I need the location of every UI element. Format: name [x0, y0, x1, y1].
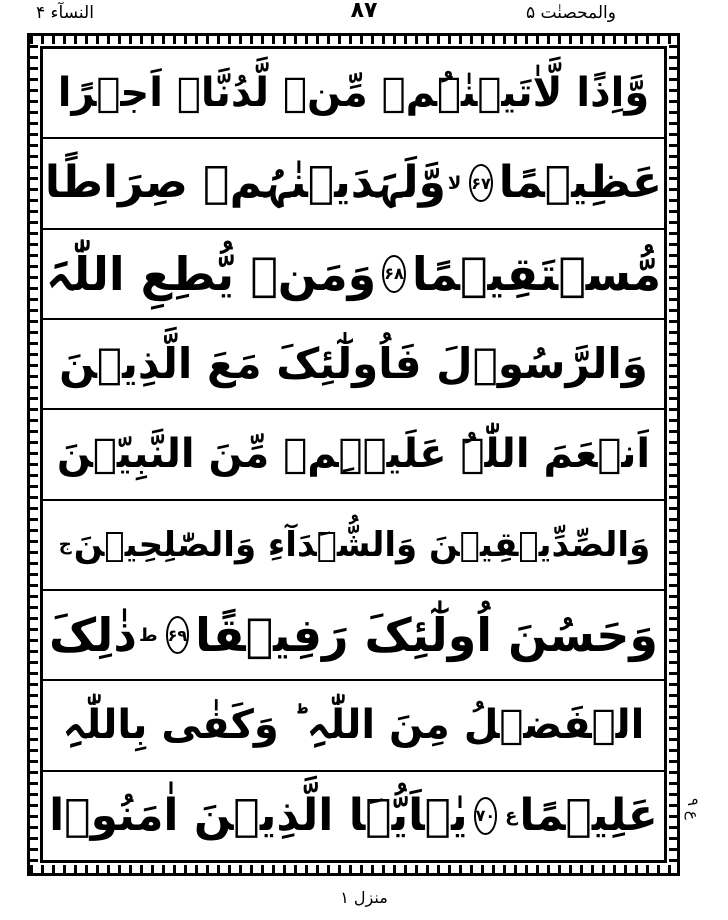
ayah-marker-68: ۶۸ [382, 255, 406, 293]
line-text-end: ذٰلِکَ [48, 608, 137, 663]
line-text-end: وَمَنۡ یُّطِعِ اللّٰہَ [45, 246, 377, 301]
quran-line-1 [43, 49, 664, 139]
waqf-mark: لا [447, 172, 462, 194]
quran-line-5 [43, 410, 664, 500]
manzil-footer: منزل ۱ [340, 888, 388, 907]
ruku-side-mark: ع ۹ [684, 798, 702, 820]
quran-lines [43, 49, 664, 860]
juz-name-header: والمحصنٰت ۵ [525, 3, 616, 23]
line-text-end: وَّلَہَدَیۡنٰہُمۡ صِرَاطًا [44, 157, 446, 209]
ruku-mark: ع [505, 805, 518, 827]
quran-line-9 [43, 772, 664, 860]
line-text: الۡفَضۡلُ مِنَ اللّٰہِ ؕ وَکَفٰی بِاللّٰہِ [62, 702, 645, 749]
line-text-start: مُّسۡتَقِیۡمًا [411, 246, 662, 301]
quran-line-6 [43, 501, 664, 591]
line-text: وَّاِذًا لَّاٰتَیۡنٰہُمۡ مِّنۡ لَّدُنَّاۤ اَجۡرًا [57, 70, 650, 117]
surah-name-header: النسآء ۴ [36, 3, 94, 23]
line-text: وَالرَّسُوۡلَ فَاُولٰٓئِکَ مَعَ الَّذِیۡنَ [59, 339, 648, 389]
page-border [27, 33, 680, 876]
line-text-end: یٰۤاَیُّہَا الَّذِیۡنَ اٰمَنُوۡا [49, 789, 468, 841]
ayah-marker-67: ۶۷ [469, 164, 493, 202]
ayah-marker-69: ۶۹ [166, 616, 190, 654]
line-text: وَالصِّدِّیۡقِیۡنَ وَالشُّہَدَآءِ وَالصّٰلِحِیۡنَ [73, 524, 651, 565]
quran-line-3 [43, 230, 664, 320]
quran-line-2 [43, 139, 664, 229]
text-frame [40, 46, 667, 863]
ayah-marker-70: ۷۰ [474, 797, 498, 835]
page-number: ۸۷ [350, 0, 378, 23]
line-text-start: عَظِیۡمًا [498, 157, 663, 209]
waqf-mark: ط [138, 624, 158, 646]
quran-line-4 [43, 320, 664, 410]
waqf-mark: ج [58, 534, 72, 556]
quran-line-8 [43, 681, 664, 771]
quran-line-7 [43, 591, 664, 681]
line-text: اَنۡعَمَ اللّٰہُ عَلَیۡہِمۡ مِّنَ النَّبِیّٖنَ [56, 431, 651, 478]
line-text-start: وَحَسُنَ اُولٰٓئِکَ رَفِیۡقًا [195, 608, 659, 663]
line-text-start: عَلِیۡمًا [519, 789, 658, 841]
